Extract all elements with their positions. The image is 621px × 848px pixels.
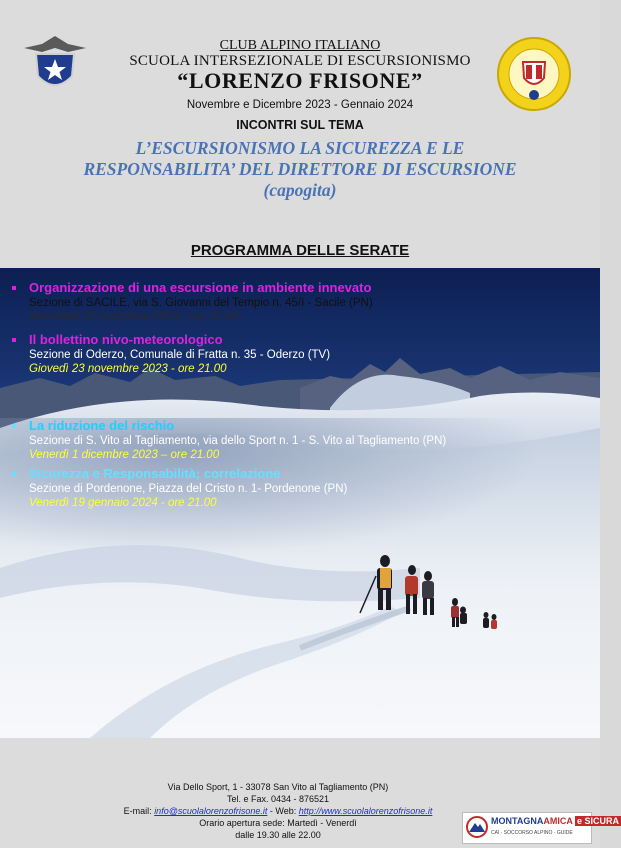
- event-title: Sicurezza e Responsabilità; correlazione: [29, 466, 281, 481]
- footer-address: Via Dello Sport, 1 - 33078 San Vito al Tagliamento (PN): [167, 782, 389, 792]
- bullet-icon: [12, 424, 16, 428]
- sponsor-subtitle: CAI · SOCCORSO ALPINO · GUIDE: [491, 830, 573, 836]
- event-date: Giovedì 23 novembre 2023 - ore 21.00: [29, 363, 227, 375]
- event-place: Sezione di Oderzo, Comunale di Fratta n. 35 - Oderzo (TV): [29, 349, 331, 361]
- sponsor-name-2: AMICA: [543, 816, 573, 826]
- sponsor-name-1: MONTAGNA: [491, 816, 544, 826]
- event-place: Sezione di Pordenone, Piazza del Cristo n. 1- Pordenone (PN): [29, 483, 348, 495]
- event-date: Mercoledì 22 novembre 2023 - ore 21.00: [29, 311, 238, 323]
- school-name: SCUOLA INTERSEZIONALE DI ESCURSIONISMO: [129, 53, 471, 69]
- bullet-icon: [12, 338, 16, 342]
- sponsor-name: [491, 816, 621, 826]
- footer-phone: Tel. e Fax. 0434 - 876521: [226, 794, 330, 804]
- event-date: Venerdì 1 dicembre 2023 – ore 21.00: [29, 449, 220, 461]
- poster-header: [0, 0, 600, 268]
- email-label: E-mail:: [123, 806, 152, 816]
- email-link[interactable]: info@scuolalorenzofrisone.it: [154, 806, 268, 816]
- school-title: “LORENZO FRISONE”: [177, 68, 423, 93]
- topic-title: [0, 138, 600, 201]
- footer-hours: dalle 19.30 alle 22.00: [235, 830, 321, 840]
- bullet-icon: [12, 286, 16, 290]
- event-title: Il bollettino nivo-meteorologico: [29, 332, 223, 347]
- web-label: - Web:: [267, 806, 297, 816]
- topic-line-1: L’ESCURSIONISMO LA SICUREZZA E LE: [135, 138, 465, 158]
- event-title: Organizzazione di una escursione in ambiente innevato: [29, 280, 372, 295]
- sponsor-logo: [462, 812, 620, 844]
- events-list: [0, 268, 600, 738]
- event-place: Sezione di SACILE, via S. Giovanni del Tempio n. 45/I - Sacile (PN): [29, 297, 373, 309]
- event-title: La riduzione del rischio: [29, 418, 175, 433]
- footer-hours-label: Orario apertura sede: Martedì - Venerdì: [199, 818, 357, 828]
- sponsor-name-3: e SICURA: [577, 816, 620, 826]
- incontri-heading: INCONTRI SUL TEMA: [236, 118, 364, 132]
- topic-line-3: (capogita): [263, 180, 337, 200]
- bullet-icon: [12, 472, 16, 476]
- event-date: Venerdì 19 gennaio 2024 - ore 21.00: [29, 497, 217, 509]
- topic-line-2: RESPONSABILITA’ DEL DIRETTORE DI ESCURSIONE: [83, 159, 517, 179]
- mountain-icon: [466, 816, 488, 838]
- web-link[interactable]: http://www.scuolalorenzofrisone.it: [298, 806, 433, 816]
- club-name: CLUB ALPINO ITALIANO: [219, 38, 381, 53]
- season-dates: Novembre e Dicembre 2023 - Gennaio 2024: [186, 99, 414, 111]
- school-badge-icon: [496, 36, 572, 112]
- event-place: Sezione di S. Vito al Tagliamento, via dello Sport n. 1 - S. Vito al Tagliamento (PN): [29, 435, 447, 447]
- program-heading: PROGRAMMA DELLE SERATE: [190, 242, 410, 259]
